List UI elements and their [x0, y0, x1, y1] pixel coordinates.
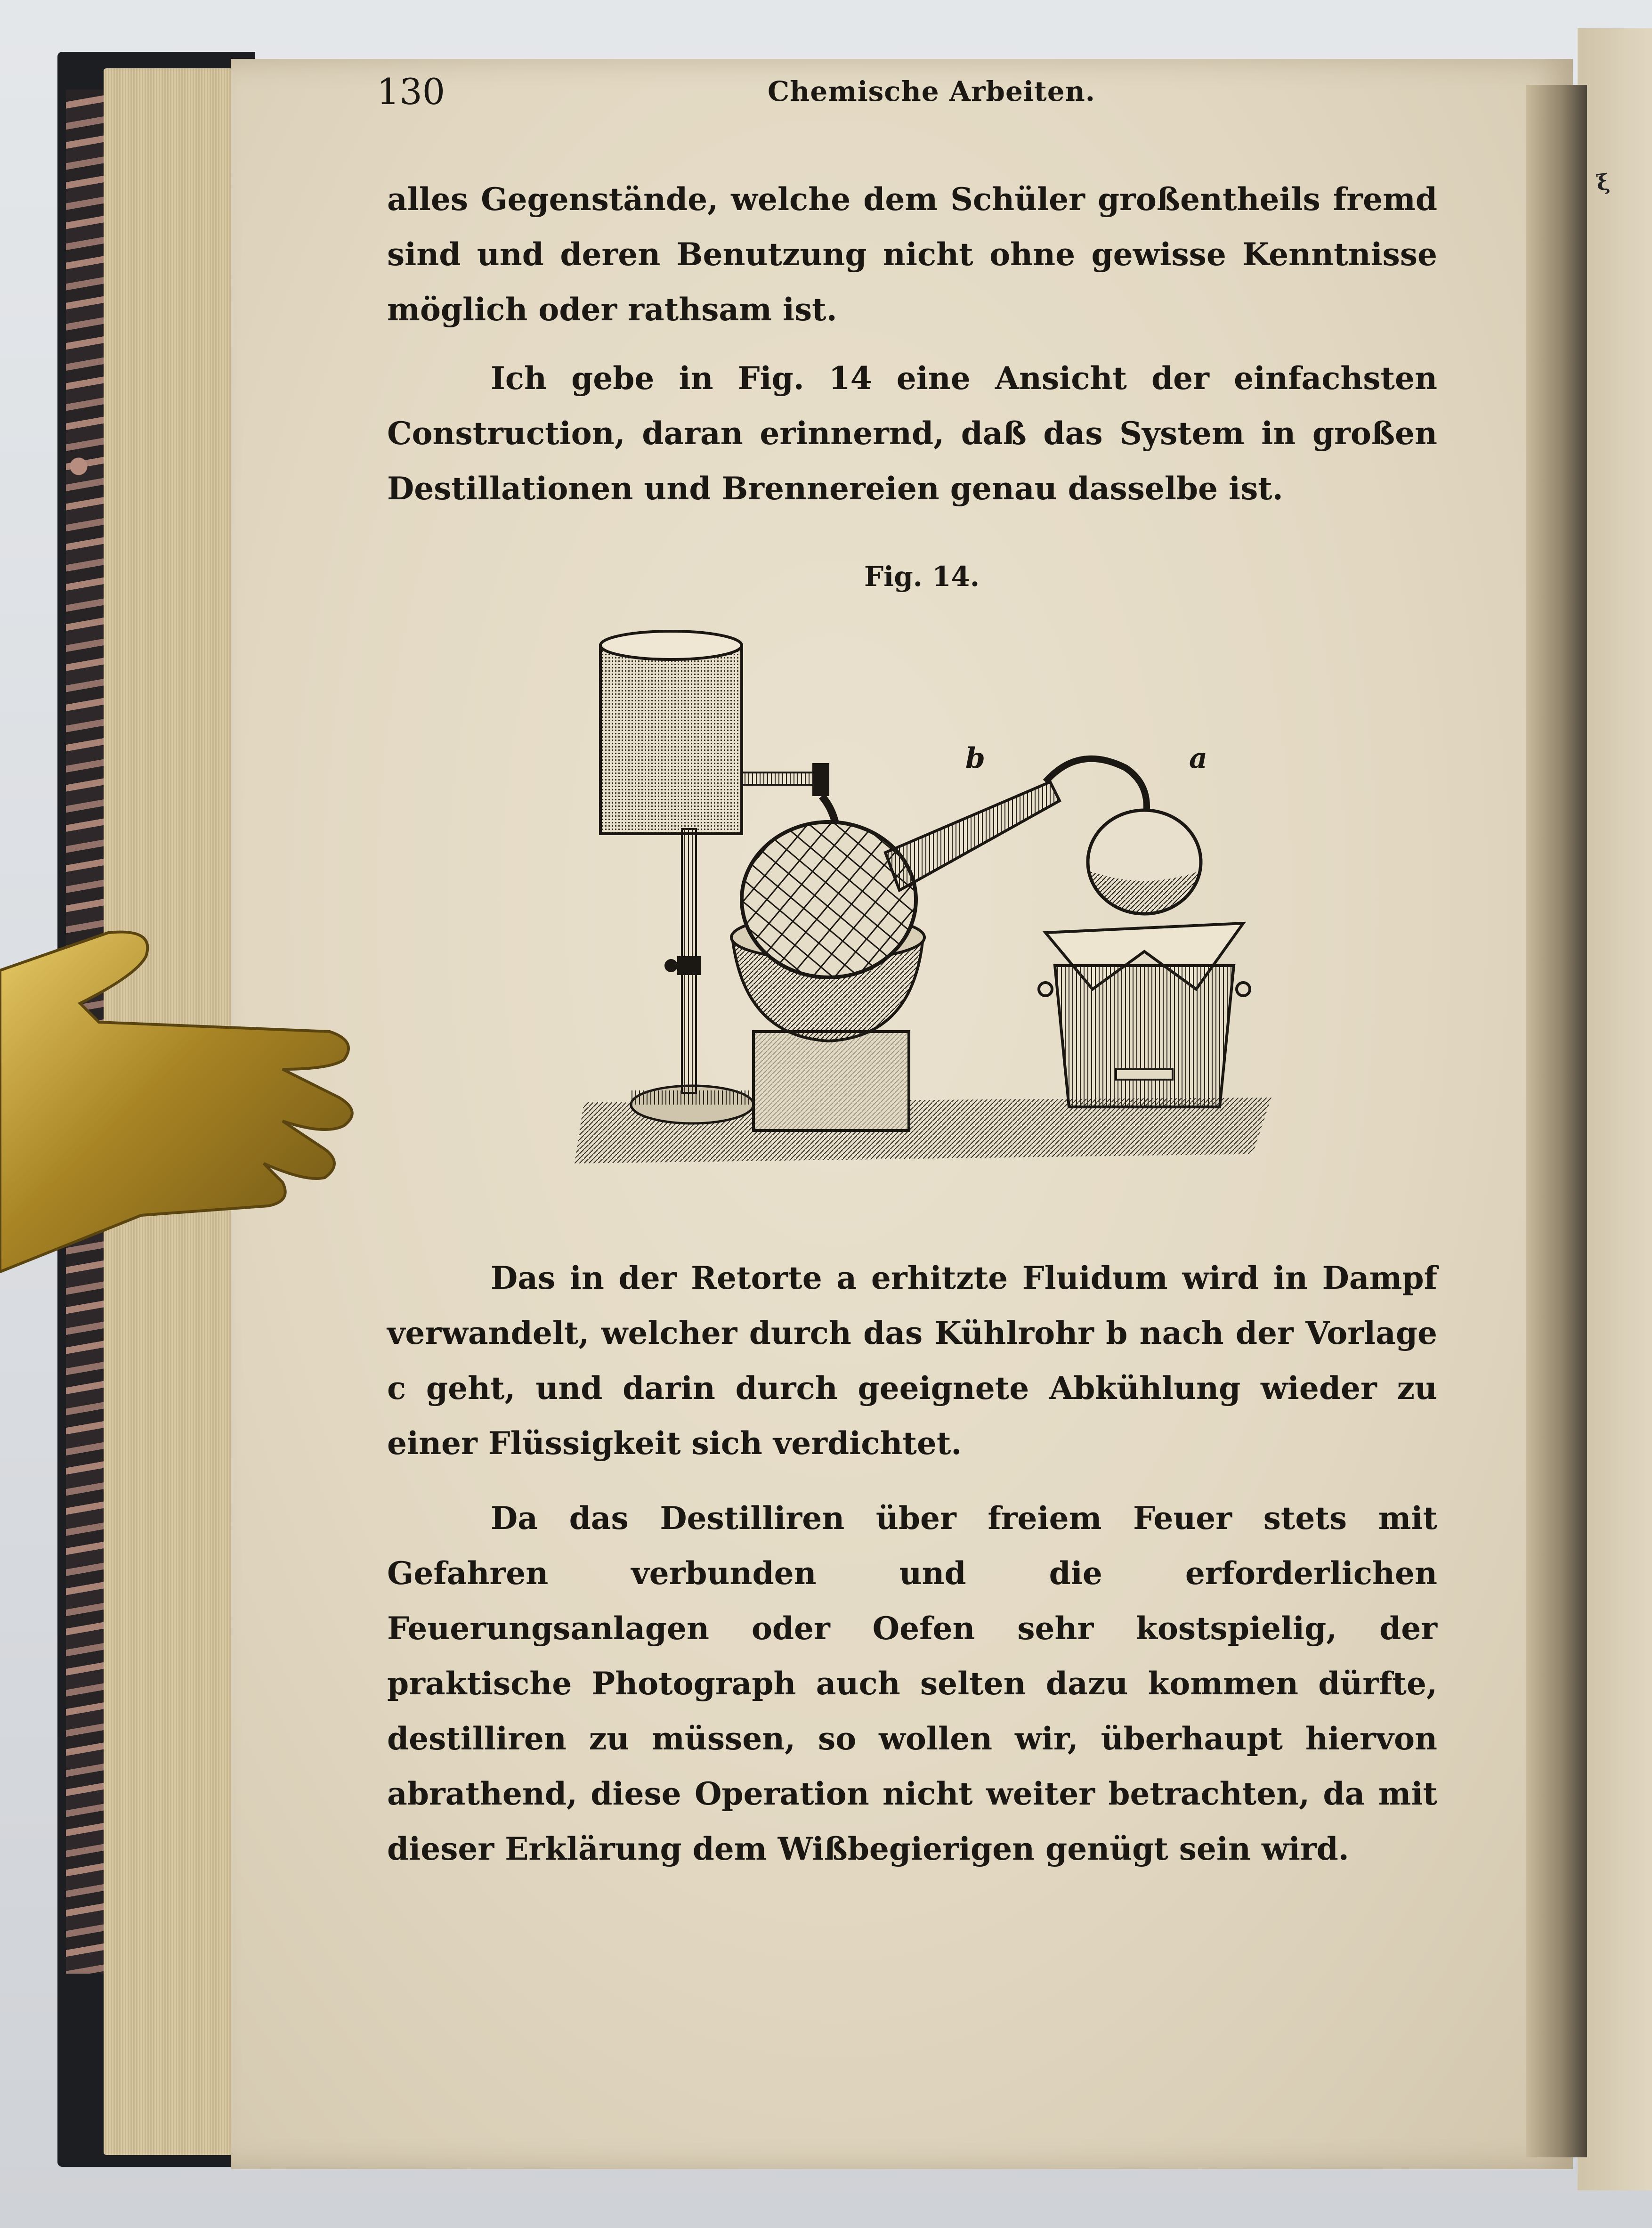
paragraph-4: Da das Destilliren über freiem Feuer stets mit Gefahren verbunden und die erforderlichen Feuerungsanlagen oder Oefen sehr kostspielig, der praktische Photograph auch selten dazu kommen dürfte, destilliren zu müssen, so wollen wir, überhaupt hiervon abrathend, diese Operation nicht weiter betrachten, da mit dieser Erklärung dem Wißbegierigen genügt sein wird. [387, 1500, 1437, 1867]
label-b: b [965, 742, 985, 775]
brass-hand-bookholder-icon [0, 914, 358, 1309]
paragraph-1: alles Gegenstände, welche dem Schüler großentheils fremd sind und deren Benutzung nicht ohne gewisse Kenntnisse möglich oder rathsam ist. [387, 181, 1437, 328]
paragraph-2: Ich gebe in Fig. 14 eine Ansicht der einfachsten Construction, daran erinnernd, daß das System in großen Destillationen und Brennereien genau dasselbe ist. [387, 360, 1437, 507]
page-number: 130 [377, 71, 445, 113]
next-page-fragment: ξ [1595, 169, 1611, 196]
next-page [1578, 28, 1652, 2190]
running-head: Chemische Arbeiten. [768, 75, 1095, 107]
distillation-apparatus-illustration [575, 626, 1281, 1178]
page-gutter [1526, 85, 1587, 2157]
figure-caption: Fig. 14. [864, 561, 980, 593]
paragraph-3: Das in der Retorte a erhitzte Fluidum wird in Dampf verwandelt, welcher durch das Kühlrohr b nach der Vorlage c geht, und darin durch geeignete Abkühlung wieder zu einer Flüssigkeit sich verdichtet. [387, 1260, 1437, 1462]
label-a: a [1189, 742, 1207, 775]
